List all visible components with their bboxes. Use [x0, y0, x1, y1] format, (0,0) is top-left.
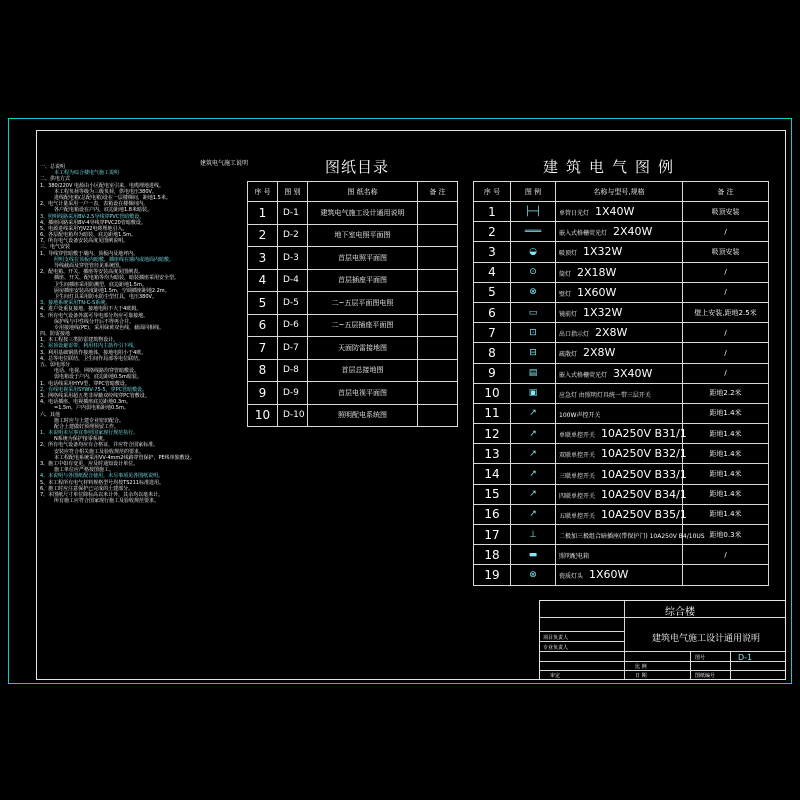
legend-spec: 1X60W [577, 285, 617, 299]
legend-spec: 2X8W [595, 326, 628, 340]
legend-spec: 1X60W [589, 568, 629, 582]
legend-label: 吸顶灯 [559, 250, 578, 258]
legend-remark: 壁上安装,距地2.5米 [683, 302, 769, 322]
scale-label: 比 例 [635, 664, 647, 670]
legend-num: 19 [474, 565, 511, 585]
legend-symbol-icon: ═══ [511, 222, 556, 242]
legend-label: 镜前灯 [559, 311, 578, 319]
legend-title: 建筑电气图例 [543, 158, 682, 176]
drawing-list-row [248, 202, 458, 225]
legend-row [474, 222, 769, 242]
date-label: 日 期 [635, 673, 647, 679]
drawing-num: 10 [248, 404, 278, 427]
legend-label: 疏散灯 [559, 351, 578, 359]
drawing-list-row [248, 404, 458, 427]
legend-spec: 1X32W [583, 306, 623, 320]
drawing-code: D-8 [278, 359, 308, 382]
legend-row [474, 565, 769, 585]
legend-label: 双联单控开关 [559, 452, 596, 460]
note-line: 1、380/220V 电源由小区配电室引来，电缆埋地进线。 [40, 182, 164, 189]
note-line: 电话、电视、网络线路均穿管暗敷设。 [54, 368, 140, 375]
drawing-no-label: 图纸编号 [695, 673, 716, 679]
legend-name-spec [556, 525, 705, 545]
legend-label: 单联单控开关 [559, 432, 596, 440]
legend-num: 13 [474, 444, 511, 464]
drawing-name: 建筑电气施工设计通用说明 [308, 202, 418, 225]
reviewer-label: 审定 [550, 673, 561, 679]
note-line: 4、插座回路采用BV-4导线穿PVC20管暗敷设。 [40, 219, 146, 226]
drawing-num: 2 [248, 224, 278, 247]
drawing-name: 照明配电系统图 [308, 404, 418, 427]
legend-name-spec [556, 504, 687, 524]
note-line: 厨房插座安装高度距地1.5m，空调插座距地2.2m。 [54, 287, 170, 294]
legend-symbol-icon: ▭ [511, 302, 556, 322]
legend-num: 12 [474, 424, 511, 444]
legend-symbol-icon: ⊥ [511, 525, 556, 545]
drawing-name: 天面防雷接地图 [308, 337, 418, 360]
legend-label: 五联单控开关 [559, 512, 596, 520]
note-line: 6、各层配电箱均为暗装，底边距地1.5m。 [40, 232, 137, 239]
note-line: 照明支线在顶板内暗敷，插座线在墙内或地面内暗敷。 [54, 256, 175, 263]
drawing-title: 建筑电气施工设计通用说明 [652, 634, 761, 644]
notes-title: 建筑电气施工说明 [200, 160, 249, 167]
legend-num: 8 [474, 343, 511, 363]
drawing-code: D-3 [278, 247, 308, 270]
legend-remark: 距地1.4米 [683, 424, 769, 444]
note-line: 4、进户处重复接地，接地电阻不大于4欧姆。 [40, 306, 142, 313]
note-line: 施工单位应严格按图施工。 [54, 467, 115, 474]
legend-remark: 距地1.4米 [683, 403, 769, 423]
legend-symbol-icon: ⊗ [511, 282, 556, 302]
legend-row [474, 202, 769, 222]
legend-num: 17 [474, 525, 511, 545]
note-line: 五、弱电部分 [40, 362, 71, 368]
legend-row [474, 343, 769, 363]
legend-num: 2 [474, 222, 511, 242]
legend-remark [683, 565, 769, 585]
col-header-remark: 备 注 [683, 182, 769, 202]
drawing-remark [418, 404, 458, 427]
drawing-code: D-9 [278, 382, 308, 405]
legend-table [473, 181, 769, 586]
note-line: 5、电源进线采用YJV22电缆埋地引入。 [40, 225, 128, 232]
drawing-list-row [248, 337, 458, 360]
discipline-lead-label: 专业负责人 [543, 645, 569, 651]
note-line: 1、导线穿管暗敷于墙内、顶板内及地坪内。 [40, 250, 139, 257]
drawing-name: 首层电照平面图 [308, 247, 418, 270]
legend-label: 筒灯 [559, 270, 572, 278]
legend-row [474, 424, 769, 444]
legend-symbol-icon: ↗ [511, 424, 556, 444]
note-line: 5、所有电气设备外露可导电部分均应可靠接地。 [40, 312, 149, 319]
drawing-num: 6 [248, 314, 278, 337]
legend-row [474, 525, 769, 545]
legend-symbol-icon: ├─┤ [511, 202, 556, 222]
note-line: 6、施工时应注意保护已完成的土建部分。 [40, 485, 134, 492]
drawing-name: 二~五层平面图电照 [308, 292, 418, 315]
legend-label: 四联单控开关 [559, 492, 596, 500]
legend-symbol-icon: ▬ [511, 545, 556, 565]
drawing-remark [418, 337, 458, 360]
note-line: 2、配电箱、开关、插座等安装高度见图例表。 [40, 269, 144, 276]
legend-row [474, 545, 769, 565]
legend-name-spec [556, 383, 683, 403]
note-line: 4、电话插座、电视插座底边距地0.3m。 [40, 399, 132, 406]
legend-symbol-icon: ⊟ [511, 343, 556, 363]
note-line: 四、防雷接地 [40, 331, 71, 338]
drawing-name: 地下室电照平面图 [308, 224, 418, 247]
drawing-code: D-2 [278, 224, 308, 247]
legend-symbol-icon: ⊗ [511, 565, 556, 585]
legend-label: 二极加三极组合暗插座(带保护门) 10A250V B4/10US [559, 533, 705, 541]
drawing-list-row [248, 314, 458, 337]
legend-name-spec [556, 444, 687, 464]
note-line: 专用接地线(PE)，采用绿黄双色线，截面同相线。 [54, 324, 165, 331]
note-line: 插座、开关、配电箱等均为暗装，暗装插座采用安全型。 [54, 275, 180, 282]
legend-name-spec [556, 403, 683, 423]
note-line: =1.5m，户内弱电箱距地0.5m。 [54, 405, 129, 412]
note-line: N系统为保护接零系统。 [54, 436, 108, 443]
legend-spec: 2X18W [577, 265, 617, 279]
legend-row [474, 403, 769, 423]
legend-remark: / [683, 222, 769, 242]
legend-row [474, 242, 769, 262]
legend-remark: 距地0.3米 [683, 525, 769, 545]
note-line: 4、本说明与各图纸配合使用，未尽事项见各图纸说明。 [40, 473, 164, 480]
legend-num: 15 [474, 484, 511, 504]
legend-symbol-icon: ↗ [511, 464, 556, 484]
drawing-remark [418, 202, 458, 225]
legend-symbol-icon: ⊡ [511, 323, 556, 343]
legend-spec: 10A250V B33/1 [601, 467, 687, 481]
drawing-remark [418, 269, 458, 292]
drawing-list-row [248, 382, 458, 405]
legend-spec: 2X8W [583, 346, 616, 360]
note-line: 2、有线电视采用SYWV-75-5，穿PC管暗敷设。 [40, 386, 148, 393]
legend-symbol-icon: ▤ [511, 363, 556, 383]
legend-label: 单管日光灯 [559, 210, 590, 218]
note-line: 3、施工中如有变更，应及时通知设计单位。 [40, 461, 139, 467]
legend-spec: 1X40W [595, 205, 635, 219]
drawing-name: 首层总接地图 [308, 359, 418, 382]
legend-num: 16 [474, 504, 511, 524]
drawing-list-table [247, 181, 458, 427]
note-line: 六、其他 [40, 411, 61, 418]
legend-remark: / [683, 282, 769, 302]
drawing-name: 二~五层插座平面图 [308, 314, 418, 337]
drawing-remark [418, 292, 458, 315]
legend-remark: / [683, 323, 769, 343]
legend-row [474, 504, 769, 524]
legend-symbol-icon: ↗ [511, 444, 556, 464]
legend-row [474, 323, 769, 343]
legend-name-spec [556, 424, 687, 444]
drawing-name: 首层电视平面图 [308, 382, 418, 405]
drawing-remark [418, 314, 458, 337]
legend-label: 壁灯 [559, 290, 572, 298]
drawing-num: 1 [248, 202, 278, 225]
note-line: 卫生间插座采用防溅型，底边距地1.5m。 [54, 281, 147, 288]
note-line: 7、本图纸尺寸单位除标高以米计外，其余均以毫米计。 [40, 491, 164, 498]
note-line: 5、本工程所有电气材料规格型号均按TS211标准选用。 [40, 479, 164, 486]
legend-spec: 10A250V B32/1 [601, 447, 687, 461]
legend-name-spec [556, 464, 687, 484]
note-line: 2、所有电气设备均应有合格证，并应符合国家标准。 [40, 442, 159, 449]
legend-num: 6 [474, 302, 511, 322]
col-header-num: 序 号 [248, 182, 278, 202]
drawing-num: 8 [248, 359, 278, 382]
legend-spec: 10A250V B31/1 [601, 427, 687, 441]
legend-num: 5 [474, 282, 511, 302]
note-line: 安装应符合相关施工及验收规范的要求。 [54, 448, 145, 455]
note-line: 1、本说明未尽事宜参照国家现行规范执行。 [40, 430, 139, 437]
legend-remark: 吸顶安装 [683, 202, 769, 222]
drawing-remark [418, 382, 458, 405]
note-line: 本工程负荷等级为三级负荷，供电电压380V。 [54, 188, 157, 195]
note-line: 弱电箱设于户内，底边距地0.5m暗装。 [54, 374, 142, 381]
legend-row [474, 282, 769, 302]
drawing-list-row [248, 292, 458, 315]
legend-name-spec [556, 565, 683, 585]
note-line: 所有施工应符合国家现行施工及验收规范要求。 [54, 498, 160, 505]
legend-label: 出口指示灯 [559, 331, 590, 339]
note-line: 7、所有电气设备安装高度见图例说明。 [40, 238, 129, 245]
note-line: 三、电气安装 [40, 244, 71, 251]
legend-num: 18 [474, 545, 511, 565]
legend-row [474, 484, 769, 504]
note-line: 3、利用基础钢筋作接地体，接地电阻小于4欧。 [40, 349, 147, 356]
project-name: 综合楼 [665, 607, 695, 618]
col-header-num: 序 号 [474, 182, 511, 202]
legend-num: 9 [474, 363, 511, 383]
note-line: 二、供电方式 [40, 176, 71, 183]
legend-symbol-icon: ⊙ [511, 262, 556, 282]
legend-remark: 距地1.4米 [683, 484, 769, 504]
note-line: 3、照明线路采用BV-2.5导线穿PVC管暗敷设。 [40, 213, 145, 220]
drawing-code: D-6 [278, 314, 308, 337]
legend-symbol-icon: ↗ [511, 484, 556, 504]
col-header-symbol: 图 例 [511, 182, 556, 202]
legend-name-spec [556, 545, 683, 565]
note-line: 3、接地系统采用TN-C-S系统。 [40, 300, 111, 307]
legend-row [474, 363, 769, 383]
legend-num: 11 [474, 403, 511, 423]
note-line: 一、总说明 [40, 164, 66, 170]
design-notes [40, 164, 240, 634]
legend-remark: / [683, 363, 769, 383]
drawing-code: D-4 [278, 269, 308, 292]
legend-remark: / [683, 262, 769, 282]
note-line: 本工程为综合楼电气施工说明 [54, 170, 120, 177]
legend-name-spec [556, 202, 683, 222]
legend-remark: / [683, 343, 769, 363]
legend-spec: 3X40W [613, 366, 653, 380]
drawing-code: D-5 [278, 292, 308, 315]
drawing-remark [418, 247, 458, 270]
drawing-num: 7 [248, 337, 278, 360]
drawing-list-row [248, 224, 458, 247]
legend-spec: 2X40W [613, 225, 653, 239]
legend-spec: 10A250V B35/1 [601, 507, 687, 521]
legend-name-spec [556, 222, 683, 242]
drawing-name: 首层插座平面图 [308, 269, 418, 292]
drawing-list-row [248, 247, 458, 270]
note-line: 2、屋顶设避雷带，利用柱内主筋作引下线。 [40, 343, 139, 350]
legend-label: 照明配电箱 [559, 553, 590, 561]
legend-remark: 距地1.4米 [683, 464, 769, 484]
legend-label: 应急灯 由照明灯具统一带三层开关 [559, 391, 651, 399]
legend-label: 100W声控开关 [559, 411, 601, 419]
note-line: 保护线与中性线分开后不得再合并。 [54, 318, 135, 325]
col-header-name-spec: 名称与型号,规格 [556, 182, 683, 202]
col-header-remark: 备 注 [418, 182, 458, 202]
sheet-no-label: 图号 [695, 655, 706, 661]
legend-label: 嵌入式格栅荧光灯 [559, 230, 608, 238]
title-block [539, 600, 786, 680]
legend-row [474, 302, 769, 322]
note-line: 4、总等电位联结，卫生间作局部等电位联结。 [40, 355, 144, 362]
legend-name-spec [556, 484, 687, 504]
drawing-code: D-1 [278, 202, 308, 225]
note-line: 各户配电箱设在户内，底边距地1.8米暗装。 [54, 207, 152, 214]
legend-symbol-icon: ▣ [511, 383, 556, 403]
drawing-code: D-7 [278, 337, 308, 360]
legend-name-spec [556, 302, 683, 322]
legend-remark: 吸顶安装 [683, 242, 769, 262]
legend-num: 4 [474, 262, 511, 282]
legend-remark: 距地2.2米 [683, 383, 769, 403]
legend-row [474, 383, 769, 403]
legend-symbol-icon: ↗ [511, 403, 556, 423]
legend-label: 瓷质灯头 [559, 573, 584, 581]
drawing-list-row [248, 359, 458, 382]
legend-label: 嵌入式格栅荧光灯 [559, 371, 608, 379]
note-line: 2、电气计量采用一户一表，表箱设在楼梯间内。 [40, 201, 149, 208]
legend-remark: 距地1.4米 [683, 504, 769, 524]
drawing-num: 4 [248, 269, 278, 292]
drawing-list-title: 图纸目录 [325, 158, 390, 176]
legend-symbol-icon: ◒ [511, 242, 556, 262]
col-header-code: 图 别 [278, 182, 308, 202]
note-line: 本工程配电系统采用VV-4mm2线路穿管保护，PE线单独敷设。 [54, 454, 195, 461]
legend-row [474, 262, 769, 282]
legend-spec: 10A250V B34/1 [601, 487, 687, 501]
legend-num: 3 [474, 242, 511, 262]
legend-row [474, 444, 769, 464]
drawing-remark [418, 359, 458, 382]
legend-remark: / [683, 545, 769, 565]
legend-remark: 距地1.4米 [683, 444, 769, 464]
legend-name-spec [556, 282, 683, 302]
drawing-list-row [248, 269, 458, 292]
drawing-number: D-1 [738, 653, 753, 662]
legend-name-spec [556, 323, 683, 343]
legend-row [474, 464, 769, 484]
note-line: 进线配电箱(总配电箱)设在一层楼梯间，距地1.5米。 [54, 194, 171, 201]
project-lead-label: 项目负责人 [543, 635, 569, 641]
col-header-name: 图 纸名称 [308, 182, 418, 202]
note-line: 卫生间灯具采用防水防尘型灯具，电压380V。 [54, 293, 157, 300]
legend-num: 14 [474, 464, 511, 484]
legend-symbol-icon: ↗ [511, 504, 556, 524]
legend-label: 三联单控开关 [559, 472, 596, 480]
legend-num: 7 [474, 323, 511, 343]
drawing-num: 3 [248, 247, 278, 270]
legend-spec: 1X32W [583, 245, 623, 259]
legend-num: 10 [474, 383, 511, 403]
drawing-remark [418, 224, 458, 247]
drawing-num: 5 [248, 292, 278, 315]
note-line: 配合土建做好预埋预留工作。 [54, 423, 120, 430]
note-line: 施工时应与土建专业密切配合。 [54, 417, 125, 424]
note-line: 导线截面及穿管管径见系统图。 [54, 263, 125, 269]
legend-name-spec [556, 262, 683, 282]
note-line: 3、网络线采用超五类非屏蔽双绞线穿PC管敷设。 [40, 392, 150, 399]
legend-name-spec [556, 242, 683, 262]
note-line: 1、电话线采用HYV型，穿PC管暗敷设。 [40, 380, 130, 387]
note-line: 1、本工程按三类防雷建筑物设计。 [40, 337, 119, 344]
drawing-code: D-10 [278, 404, 308, 427]
legend-name-spec [556, 343, 683, 363]
legend-name-spec [556, 363, 683, 383]
legend-num: 1 [474, 202, 511, 222]
drawing-num: 9 [248, 382, 278, 405]
